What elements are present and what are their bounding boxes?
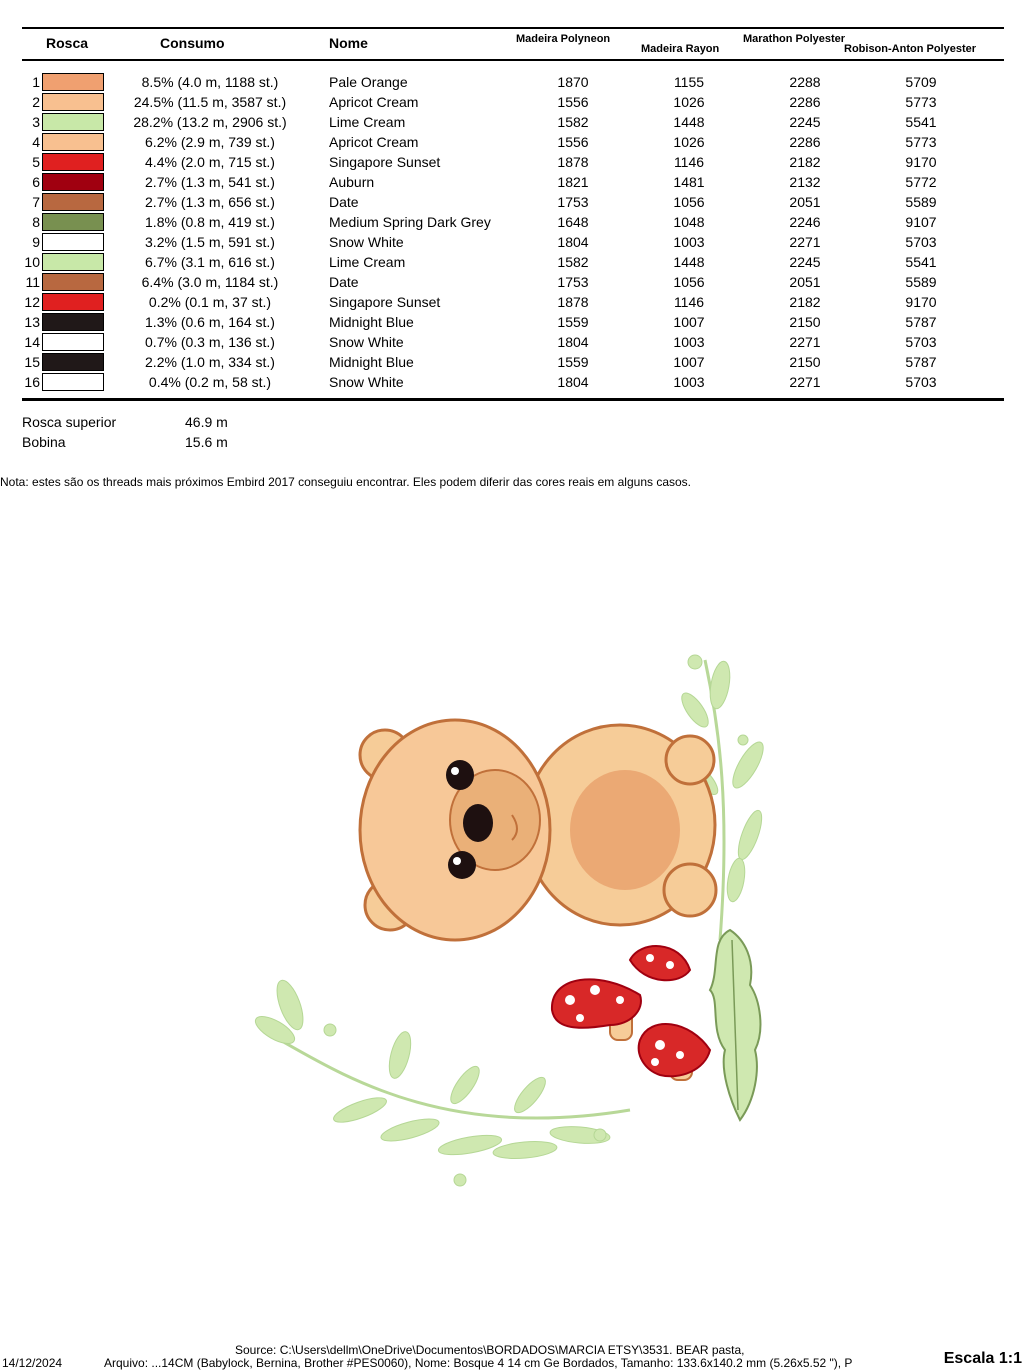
table-row <box>0 292 1024 312</box>
row-madeira-polyneon: 1804 <box>557 334 589 350</box>
oak-leaf <box>710 930 760 1120</box>
row-madeira-rayon: 1146 <box>673 154 705 170</box>
row-thread-name: Lime Cream <box>329 114 406 130</box>
row-robison-anton: 9170 <box>905 154 937 170</box>
row-marathon: 2150 <box>789 314 821 330</box>
row-marathon: 2182 <box>789 294 821 310</box>
row-robison-anton: 5589 <box>905 274 937 290</box>
header-nome: Nome <box>329 35 368 51</box>
row-madeira-rayon: 1048 <box>673 214 705 230</box>
row-robison-anton: 9107 <box>905 214 937 230</box>
header-marathon-polyester: Marathon Polyester <box>743 33 846 45</box>
row-madeira-polyneon: 1878 <box>557 294 589 310</box>
table-row <box>0 172 1024 192</box>
row-madeira-rayon: 1448 <box>673 114 705 130</box>
row-number: 3 <box>32 114 40 130</box>
header-madeira-rayon: Madeira Rayon <box>641 43 720 55</box>
table-row <box>0 252 1024 272</box>
table-row <box>0 212 1024 232</box>
color-swatch <box>42 93 104 111</box>
row-consumption: 2.2% (1.0 m, 334 st.) <box>145 354 275 370</box>
table-row <box>0 352 1024 372</box>
table-row <box>0 92 1024 112</box>
table-top-rule <box>22 27 1004 29</box>
row-consumption: 1.8% (0.8 m, 419 st.) <box>145 214 275 230</box>
row-robison-anton: 5773 <box>905 94 937 110</box>
scale-label: Escala 1:1 <box>943 1350 1022 1367</box>
row-madeira-polyneon: 1804 <box>557 234 589 250</box>
footer-date: 14/12/2024 <box>2 1356 63 1370</box>
table-bottom-rule <box>22 398 1004 401</box>
row-madeira-polyneon: 1556 <box>557 94 589 110</box>
row-consumption: 2.7% (1.3 m, 541 st.) <box>145 174 275 190</box>
row-number: 9 <box>32 234 40 250</box>
row-robison-anton: 5703 <box>905 334 937 350</box>
table-row <box>0 232 1024 252</box>
row-thread-name: Apricot Cream <box>329 94 419 110</box>
row-consumption: 0.7% (0.3 m, 136 st.) <box>145 334 275 350</box>
row-number: 12 <box>24 294 40 310</box>
row-madeira-polyneon: 1556 <box>557 134 589 150</box>
table-row <box>0 372 1024 392</box>
row-consumption: 6.2% (2.9 m, 739 st.) <box>145 134 275 150</box>
row-thread-name: Medium Spring Dark Grey <box>329 214 491 230</box>
row-madeira-polyneon: 1582 <box>557 254 589 270</box>
row-marathon: 2245 <box>789 254 821 270</box>
color-swatch <box>42 113 104 131</box>
color-swatch <box>42 213 104 231</box>
row-marathon: 2286 <box>789 134 821 150</box>
header-madeira-polyneon: Madeira Polyneon <box>516 33 611 45</box>
row-madeira-rayon: 1007 <box>673 354 705 370</box>
row-robison-anton: 5772 <box>905 174 937 190</box>
row-number: 16 <box>24 374 40 390</box>
row-madeira-rayon: 1448 <box>673 254 705 270</box>
row-marathon: 2271 <box>789 334 821 350</box>
row-madeira-polyneon: 1559 <box>557 314 589 330</box>
row-marathon: 2182 <box>789 154 821 170</box>
row-madeira-polyneon: 1753 <box>557 274 589 290</box>
row-robison-anton: 5787 <box>905 314 937 330</box>
row-consumption: 28.2% (13.2 m, 2906 st.) <box>133 114 287 130</box>
color-swatch <box>42 173 104 191</box>
table-row <box>0 192 1024 212</box>
row-madeira-polyneon: 1804 <box>557 374 589 390</box>
table-row <box>0 312 1024 332</box>
row-number: 8 <box>32 214 40 230</box>
color-swatch <box>42 233 104 251</box>
row-number: 7 <box>32 194 40 210</box>
row-marathon: 2246 <box>789 214 821 230</box>
row-madeira-polyneon: 1648 <box>557 214 589 230</box>
row-number: 5 <box>32 154 40 170</box>
row-number: 4 <box>32 134 40 150</box>
row-marathon: 2271 <box>789 234 821 250</box>
row-marathon: 2271 <box>789 374 821 390</box>
mushrooms <box>552 946 710 1080</box>
row-thread-name: Singapore Sunset <box>329 294 441 310</box>
row-consumption: 8.5% (4.0 m, 1188 st.) <box>141 74 279 90</box>
bobina-label: Bobina <box>22 434 66 450</box>
row-madeira-rayon: 1003 <box>673 334 705 350</box>
row-number: 10 <box>24 254 40 270</box>
row-thread-name: Snow White <box>329 374 404 390</box>
row-robison-anton: 5589 <box>905 194 937 210</box>
row-thread-name: Singapore Sunset <box>329 154 441 170</box>
row-madeira-rayon: 1155 <box>673 74 705 90</box>
row-marathon: 2051 <box>789 274 821 290</box>
row-consumption: 0.4% (0.2 m, 58 st.) <box>148 374 272 390</box>
table-row <box>0 72 1024 92</box>
row-consumption: 0.2% (0.1 m, 37 st.) <box>148 294 272 310</box>
table-row <box>0 132 1024 152</box>
row-robison-anton: 5703 <box>905 234 937 250</box>
row-thread-name: Auburn <box>329 174 375 190</box>
row-thread-name: Lime Cream <box>329 254 406 270</box>
row-number: 6 <box>32 174 40 190</box>
row-robison-anton: 5709 <box>905 74 937 90</box>
row-thread-name: Date <box>329 274 359 290</box>
row-thread-name: Midnight Blue <box>329 354 414 370</box>
row-madeira-rayon: 1026 <box>673 94 705 110</box>
rosca-superior-value: 46.9 m <box>185 414 228 430</box>
table-row <box>0 332 1024 352</box>
row-marathon: 2051 <box>789 194 821 210</box>
row-marathon: 2286 <box>789 94 821 110</box>
row-number: 1 <box>32 74 40 90</box>
header-robison-anton: Robison-Anton Polyester <box>844 43 977 55</box>
row-madeira-rayon: 1056 <box>673 194 705 210</box>
bear <box>360 720 716 940</box>
embroidery-design-image <box>250 640 780 1200</box>
color-swatch <box>42 293 104 311</box>
table-header-rule <box>22 59 1004 61</box>
row-thread-name: Midnight Blue <box>329 314 414 330</box>
row-robison-anton: 5541 <box>905 254 937 270</box>
color-swatch <box>42 73 104 91</box>
rosca-superior-label: Rosca superior <box>22 414 117 430</box>
row-number: 15 <box>24 354 40 370</box>
row-consumption: 6.7% (3.1 m, 616 st.) <box>145 254 275 270</box>
color-swatch <box>42 353 104 371</box>
row-thread-name: Snow White <box>329 234 404 250</box>
row-number: 14 <box>24 334 40 350</box>
row-madeira-polyneon: 1582 <box>557 114 589 130</box>
row-robison-anton: 9170 <box>905 294 937 310</box>
row-madeira-rayon: 1003 <box>673 374 705 390</box>
color-swatch <box>42 313 104 331</box>
row-robison-anton: 5773 <box>905 134 937 150</box>
row-madeira-polyneon: 1878 <box>557 154 589 170</box>
table-row <box>0 152 1024 172</box>
row-number: 13 <box>24 314 40 330</box>
row-number: 11 <box>25 274 40 290</box>
row-madeira-polyneon: 1559 <box>557 354 589 370</box>
row-madeira-rayon: 1481 <box>673 174 705 190</box>
row-marathon: 2245 <box>789 114 821 130</box>
row-consumption: 3.2% (1.5 m, 591 st.) <box>145 234 275 250</box>
row-madeira-rayon: 1146 <box>673 294 705 310</box>
row-thread-name: Date <box>329 194 359 210</box>
row-madeira-rayon: 1003 <box>673 234 705 250</box>
row-consumption: 6.4% (3.0 m, 1184 st.) <box>141 274 279 290</box>
row-marathon: 2132 <box>789 174 821 190</box>
table-row <box>0 272 1024 292</box>
color-swatch <box>42 193 104 211</box>
row-consumption: 4.4% (2.0 m, 715 st.) <box>145 154 275 170</box>
color-swatch <box>42 373 104 391</box>
row-madeira-rayon: 1007 <box>673 314 705 330</box>
header-consumo: Consumo <box>160 35 225 51</box>
row-robison-anton: 5703 <box>905 374 937 390</box>
row-thread-name: Apricot Cream <box>329 134 419 150</box>
header-rosca: Rosca <box>46 35 89 51</box>
color-swatch <box>42 153 104 171</box>
row-thread-name: Snow White <box>329 334 404 350</box>
table-row <box>0 112 1024 132</box>
row-madeira-polyneon: 1821 <box>557 174 589 190</box>
row-madeira-polyneon: 1753 <box>557 194 589 210</box>
color-swatch <box>42 273 104 291</box>
bobina-value: 15.6 m <box>185 434 228 450</box>
row-marathon: 2150 <box>789 354 821 370</box>
row-madeira-rayon: 1056 <box>673 274 705 290</box>
footer-file-info: Arquivo: ...14CM (Babylock, Bernina, Brother #PES0060), Nome: Bosque 4 14 cm Ge Bordados, Tamanho: 133.6x140.2 mm (5.26x5.52 "), P <box>104 1356 853 1370</box>
color-swatch <box>42 133 104 151</box>
row-marathon: 2288 <box>789 74 821 90</box>
row-thread-name: Pale Orange <box>329 74 408 90</box>
thread-note: Nota: estes são os threads mais próximos Embird 2017 conseguiu encontrar. Eles podem diferir das cores reais em alguns casos. <box>0 475 692 489</box>
row-consumption: 2.7% (1.3 m, 656 st.) <box>145 194 275 210</box>
row-madeira-polyneon: 1870 <box>557 74 589 90</box>
footer-source: Source: C:\Users\dellm\OneDrive\Documentos\BORDADOS\MARCIA ETSY\3531. BEAR pasta, <box>235 1343 745 1357</box>
row-number: 2 <box>32 94 40 110</box>
row-robison-anton: 5787 <box>905 354 937 370</box>
color-swatch <box>42 333 104 351</box>
row-madeira-rayon: 1026 <box>673 134 705 150</box>
row-consumption: 24.5% (11.5 m, 3587 st.) <box>133 94 287 110</box>
row-consumption: 1.3% (0.6 m, 164 st.) <box>145 314 275 330</box>
color-swatch <box>42 253 104 271</box>
row-robison-anton: 5541 <box>905 114 937 130</box>
